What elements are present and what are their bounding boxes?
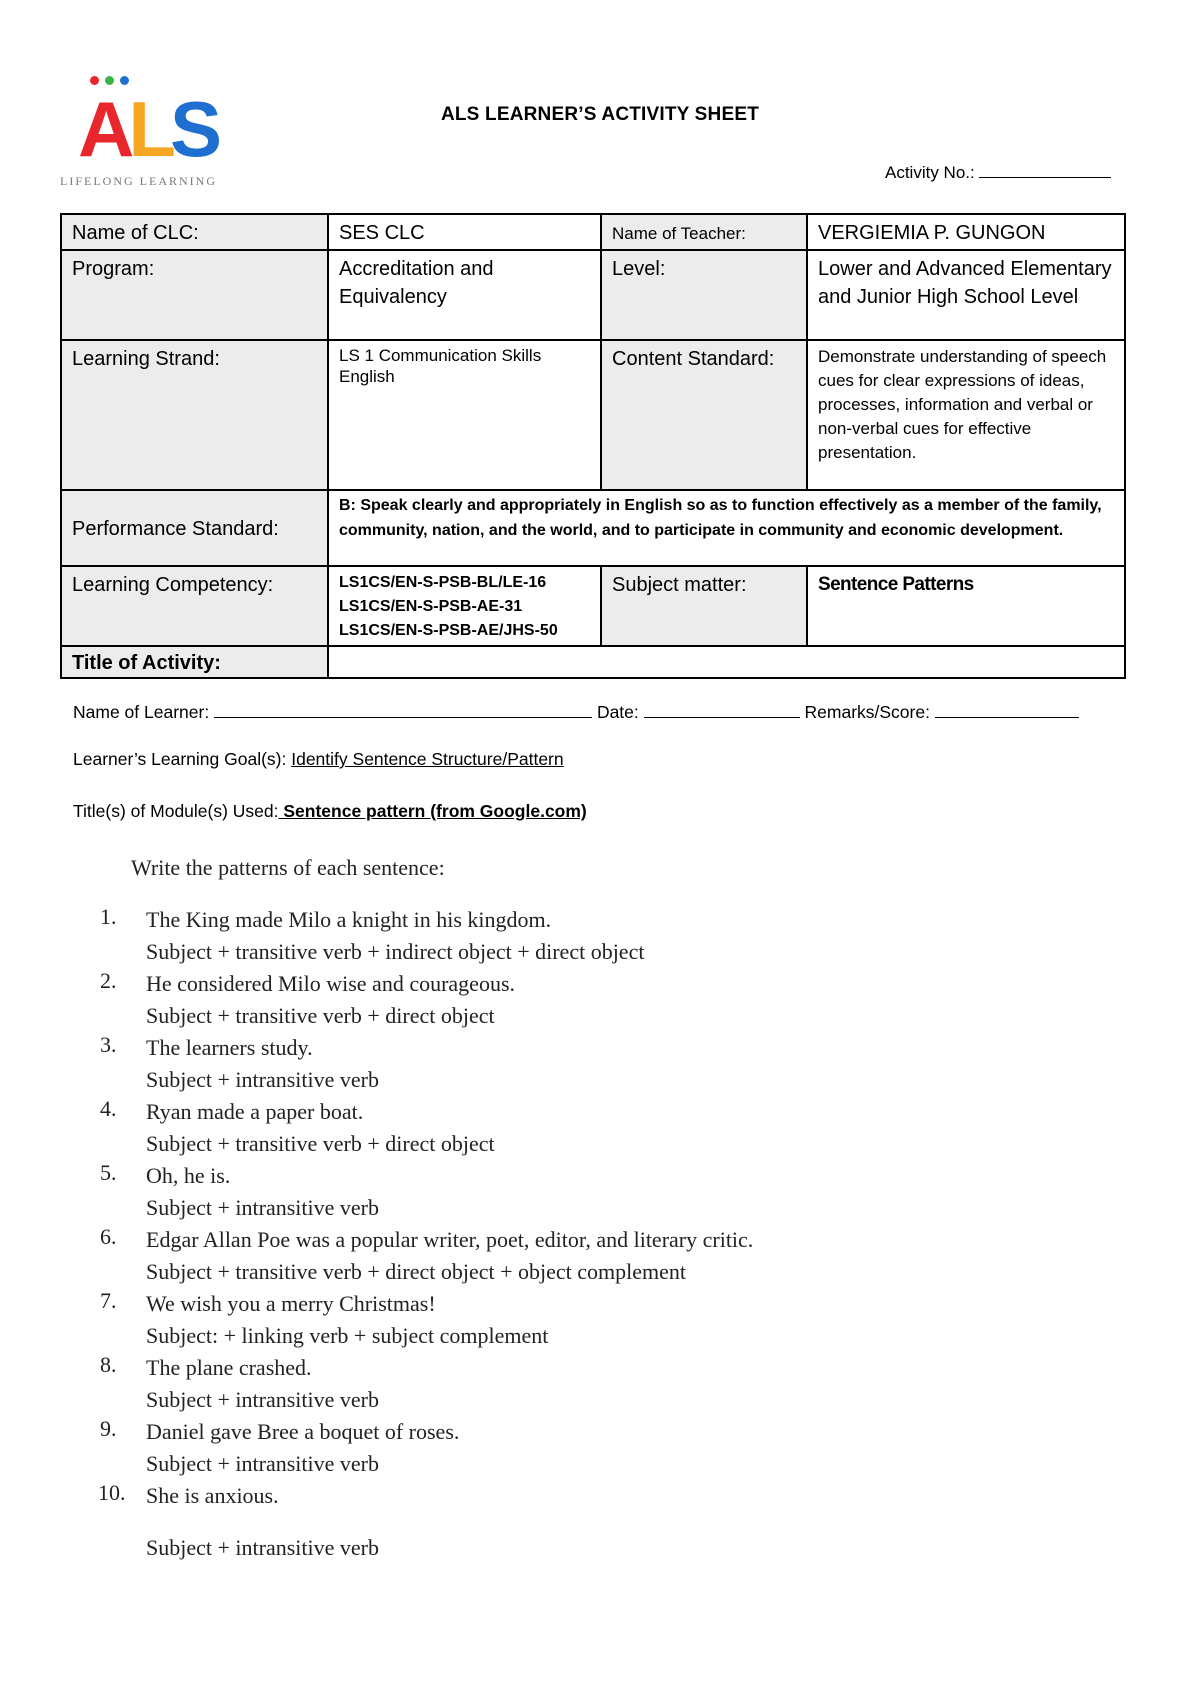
title-activity-value[interactable] (328, 646, 1125, 678)
date-label: Date: (596, 702, 639, 722)
sentence: The learners study. (146, 1035, 313, 1060)
item-number: 1. (100, 904, 117, 929)
sentence: Edgar Allan Poe was a popular writer, poet, editor, and literary critic. (146, 1227, 754, 1252)
sentence: The King made Milo a knight in his kingdom. (146, 907, 552, 932)
list-item (100, 1288, 753, 1352)
competency-code: LS1CS/EN-S-PSB-BL/LE-16 (339, 574, 547, 591)
info-table (60, 213, 1126, 679)
list-item (100, 1480, 753, 1564)
pattern: Subject + intransitive verb (146, 1195, 379, 1220)
list-item (100, 1224, 753, 1288)
remarks-field[interactable] (935, 702, 1079, 718)
goal-label: Learner’s Learning Goal(s): (73, 749, 287, 769)
pattern: Subject + transitive verb + direct object (146, 1131, 495, 1156)
level-label: Level: (601, 250, 807, 340)
strand-label: Learning Strand: (61, 340, 328, 490)
sentence: Ryan made a paper boat. (146, 1099, 364, 1124)
pattern: Subject + intransitive verb (146, 1067, 379, 1092)
als-logo (60, 72, 217, 192)
pattern: Subject: + linking verb + subject complement (146, 1323, 549, 1348)
level-value: Lower and Advanced Elementary and Junior High School Level (807, 250, 1125, 340)
page-title: ALS LEARNER’S ACTIVITY SHEET (440, 104, 760, 125)
item-number: 9. (100, 1416, 117, 1441)
learner-line (73, 702, 1079, 723)
pattern: Subject + intransitive verb (146, 1451, 379, 1476)
item-number: 5. (100, 1160, 117, 1185)
item-number: 7. (100, 1288, 117, 1313)
title-activity-label: Title of Activity: (61, 646, 328, 678)
answers-list (100, 904, 753, 1564)
list-item (100, 1160, 753, 1224)
instructions: Write the patterns of each sentence: (131, 855, 445, 880)
activity-no-field[interactable] (979, 162, 1111, 178)
clc-value: SES CLC (328, 214, 601, 250)
sentence: We wish you a merry Christmas! (146, 1291, 436, 1316)
logo-letters: ALS (78, 85, 217, 173)
list-item (100, 1096, 753, 1160)
pattern: Subject + transitive verb + indirect object + direct object (146, 939, 645, 964)
list-item (100, 1352, 753, 1416)
sentence: She is anxious. (146, 1483, 279, 1508)
pattern: Subject + intransitive verb (146, 1387, 379, 1412)
pattern: Subject + transitive verb + direct object + object complement (146, 1259, 686, 1284)
logo-tagline: LIFELONG LEARNING (60, 174, 217, 188)
subject-matter-value: Sentence Patterns (807, 566, 1125, 646)
list-item (100, 904, 753, 968)
performance-standard-label: Performance Standard: (61, 490, 328, 566)
item-number: 8. (100, 1352, 117, 1377)
program-value: Accreditation and Equivalency (328, 250, 601, 340)
remarks-label: Remarks/Score: (804, 702, 930, 722)
learner-name-label: Name of Learner: (73, 702, 210, 722)
item-number: 4. (100, 1096, 117, 1121)
clc-label: Name of CLC: (61, 214, 328, 250)
list-item (100, 1032, 753, 1096)
sentence: The plane crashed. (146, 1355, 312, 1380)
sentence: Daniel gave Bree a boquet of roses. (146, 1419, 460, 1444)
sentence: Oh, he is. (146, 1163, 231, 1188)
item-number: 3. (100, 1032, 117, 1057)
competency-label: Learning Competency: (61, 566, 328, 646)
learner-name-field[interactable] (214, 702, 592, 718)
performance-standard-value: B: Speak clearly and appropriately in English so as to function effectively as a member of the family, community, nation, and the world, and to participate in community and economic development. (328, 490, 1125, 566)
goal-value: Identify Sentence Structure/Pattern (291, 749, 564, 769)
content-standard-label: Content Standard: (601, 340, 807, 490)
teacher-label: Name of Teacher: (601, 214, 807, 250)
item-number: 6. (100, 1224, 117, 1249)
module-label: Title(s) of Module(s) Used: (73, 801, 279, 821)
logo-dot-red (90, 76, 99, 85)
learning-goal (73, 749, 564, 770)
competency-code: LS1CS/EN-S-PSB-AE-31 (339, 598, 523, 615)
sentence: He considered Milo wise and courageous. (146, 971, 516, 996)
logo-dot-blue (120, 76, 129, 85)
competency-codes (328, 566, 601, 646)
content-standard-value: Demonstrate understanding of speech cues for clear expressions of ideas, processes, information and verbal or non-verbal cues for effective presentation. (807, 340, 1125, 490)
list-item (100, 968, 753, 1032)
strand-value: LS 1 Communication Skills English (328, 340, 601, 490)
competency-code: LS1CS/EN-S-PSB-AE/JHS-50 (339, 622, 558, 639)
logo-dots (90, 76, 129, 85)
module-value: Sentence pattern (from Google.com) (278, 801, 587, 821)
logo-dot-green (105, 76, 114, 85)
program-label: Program: (61, 250, 328, 340)
list-item (100, 1416, 753, 1480)
subject-matter-label: Subject matter: (601, 566, 807, 646)
item-number: 10. (98, 1480, 126, 1505)
activity-no (885, 162, 1111, 183)
item-number: 2. (100, 968, 117, 993)
module-used (73, 801, 587, 822)
activity-no-label: Activity No.: (885, 163, 975, 182)
date-field[interactable] (644, 702, 800, 718)
teacher-value: VERGIEMIA P. GUNGON (807, 214, 1125, 250)
pattern: Subject + intransitive verb (146, 1535, 379, 1560)
pattern: Subject + transitive verb + direct object (146, 1003, 495, 1028)
